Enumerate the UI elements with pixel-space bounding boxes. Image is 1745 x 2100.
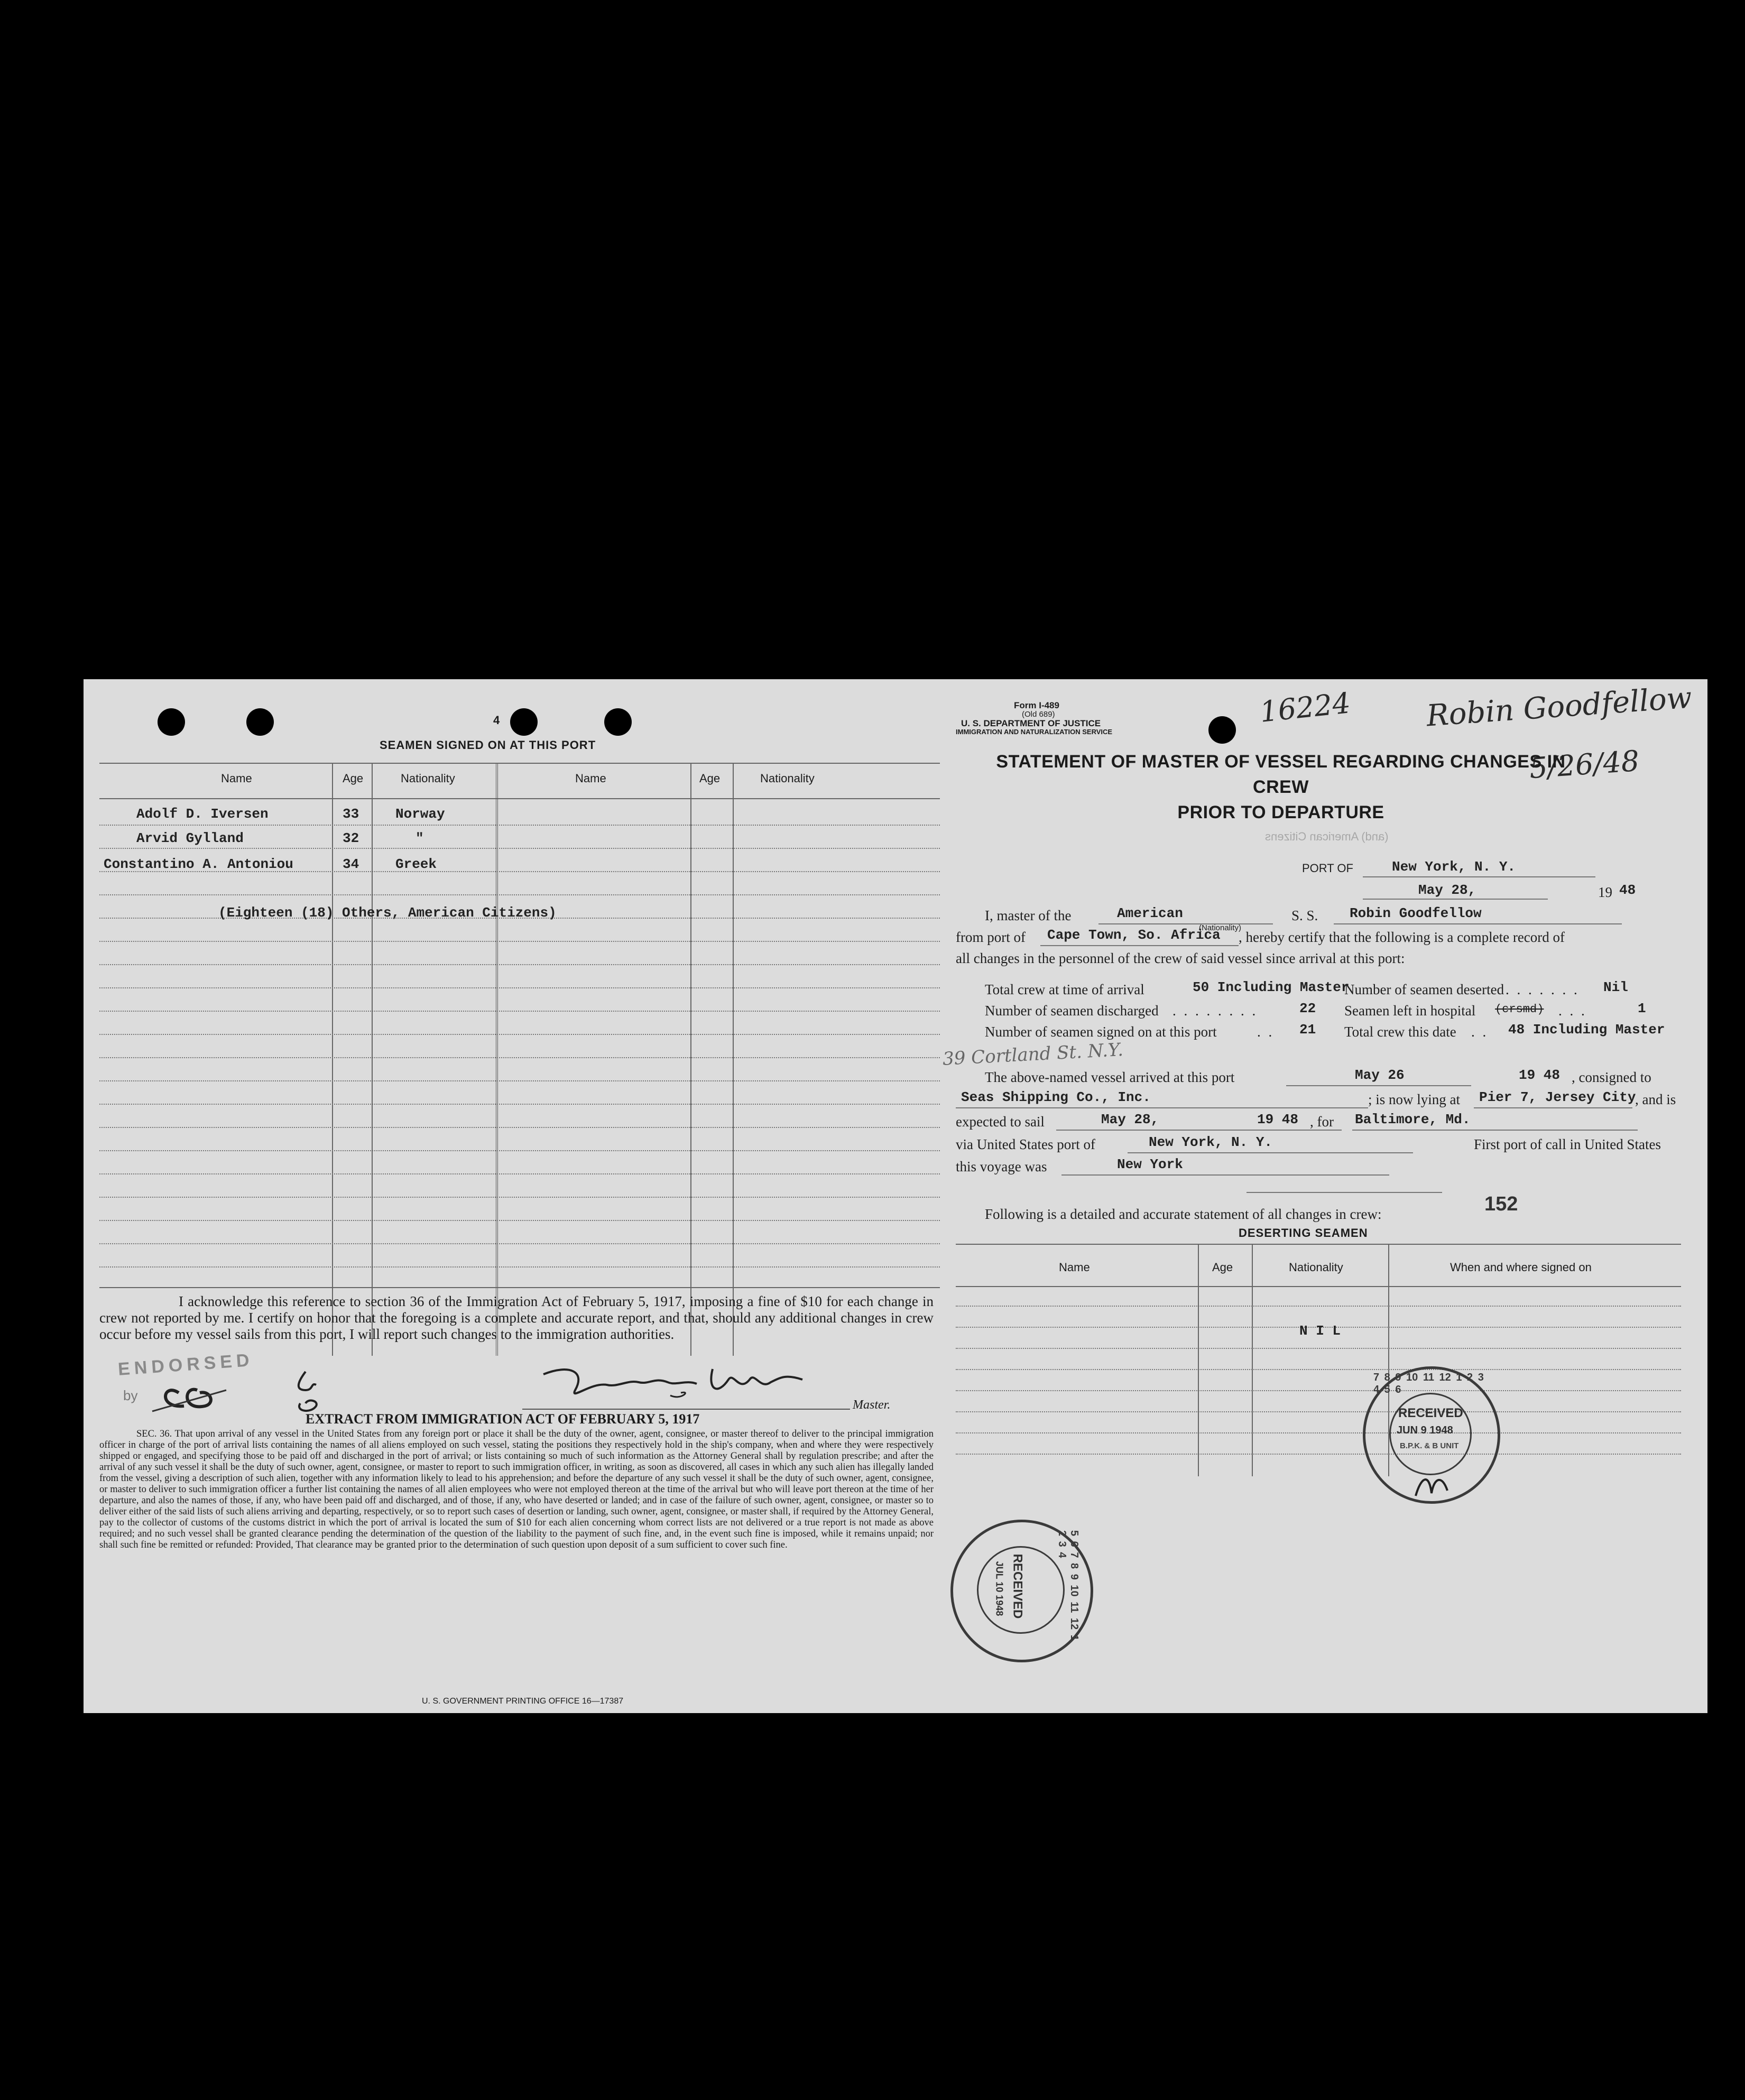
certify-text: , hereby certify that the following is a complete record of <box>1239 929 1565 945</box>
handwritten-number: 16224 <box>1258 686 1352 729</box>
form-number: Form I-489 <box>1014 700 1059 710</box>
expected-year: 19 48 <box>1257 1112 1299 1127</box>
year-value: 48 <box>1619 882 1636 898</box>
year-prefix: 19 <box>1598 884 1612 900</box>
crew-name: Adolf D. Iversen <box>136 806 269 822</box>
via-label: via United States port of <box>956 1136 1095 1152</box>
form-title-line1: STATEMENT OF MASTER OF VESSEL REGARDING CHANGES IN CREW <box>996 752 1566 797</box>
handwritten-date: 5/26/48 <box>1528 744 1641 785</box>
table-row-rule <box>99 1011 940 1012</box>
handwritten-ship-name: Robin Goodfellow <box>1425 680 1693 734</box>
voyage-value: New York <box>1117 1157 1183 1172</box>
table-row-rule <box>99 825 940 826</box>
table-row-rule <box>99 1173 940 1174</box>
hospital-struck-text: (crsmd) <box>1495 1003 1544 1016</box>
received-stamp-ring-numbers: 7 8 9 10 11 12 1 2 3 4 5 6 <box>1373 1372 1484 1395</box>
hospital-label: Seamen left in hospital <box>1344 1003 1476 1019</box>
deserting-row-rule <box>956 1432 1681 1433</box>
via-line <box>1128 1152 1413 1153</box>
punch-hole <box>246 708 274 736</box>
discharged-label: Number of seamen discharged <box>985 1003 1159 1019</box>
deserting-col-age: Age <box>1212 1261 1233 1274</box>
crew-nationality: Norway <box>395 806 445 822</box>
punch-hole <box>510 708 538 736</box>
page-number: 4 <box>493 714 500 727</box>
column-header-nationality: Nationality <box>401 772 455 785</box>
arrived-line <box>1286 1085 1471 1086</box>
deserting-row-rule <box>956 1411 1681 1412</box>
table-row-rule <box>99 1080 940 1081</box>
discharged-dots: . . . . . . . . <box>1172 1003 1258 1019</box>
arrived-label: The above-named vessel arrived at this port <box>985 1069 1235 1085</box>
deserting-row-rule <box>956 1369 1681 1370</box>
date-line <box>1363 899 1548 900</box>
deserting-table-header-rule <box>956 1286 1681 1287</box>
lying-label: ; is now lying at <box>1368 1091 1460 1107</box>
department-name: U. S. DEPARTMENT OF JUSTICE <box>961 718 1101 728</box>
table-row-rule <box>99 1104 940 1105</box>
handwritten-initial <box>1410 1467 1453 1504</box>
received-stamp-date: JUL 10 1948 <box>994 1561 1005 1616</box>
table-row-rule <box>99 1220 940 1221</box>
table-row-rule <box>99 1034 940 1035</box>
deserting-row-rule <box>956 1390 1681 1391</box>
arrived-year: 19 48 <box>1519 1067 1561 1083</box>
deserting-col-signed: When and where signed on <box>1450 1261 1592 1274</box>
section-title: SEAMEN SIGNED ON AT THIS PORT <box>380 738 596 752</box>
deserted-value: Nil <box>1603 979 1628 995</box>
deserting-row-rule <box>956 1454 1681 1455</box>
port-line <box>1363 876 1595 877</box>
table-row-rule <box>99 1243 940 1244</box>
nationality-caption: (Nationality) <box>1199 923 1242 932</box>
master-signature <box>538 1358 834 1411</box>
table-row-rule <box>99 1057 940 1058</box>
voyage-line <box>1061 1174 1389 1176</box>
extract-title: EXTRACT FROM IMMIGRATION ACT OF FEBRUARY 5, 1917 <box>306 1411 700 1427</box>
endorsed-by-label: by <box>123 1387 138 1403</box>
table-row-rule <box>99 1150 940 1151</box>
date-value: May 28, <box>1418 882 1476 898</box>
deserted-label: Number of seamen deserted <box>1344 982 1504 997</box>
table-row-rule <box>99 1127 940 1128</box>
table-row-rule <box>99 894 940 895</box>
table-row-rule <box>99 941 940 942</box>
document-sheet <box>84 679 1707 1713</box>
expected-label: expected to sail <box>956 1114 1045 1130</box>
ship-name: Robin Goodfellow <box>1350 905 1482 921</box>
received-stamp-date: JUN 9 1948 <box>1397 1424 1453 1436</box>
punch-hole <box>158 708 185 736</box>
short-rule <box>1247 1192 1442 1193</box>
endorsed-stamp: ENDORSED <box>117 1350 254 1380</box>
extract-text: SEC. 36. That upon arrival of any vessel in the United States from any foreign port or place it shall be the duty of the owner, agent, consignee, or master thereof to deliver to the principal immigration officer in charge of the port of arrival lists containing the names of all aliens employed on such vessel, stating the positions they respectively hold in the ship's company, when and where they were respectively shipped or engaged, and specifying those to be paid off and discharged in the port of arrival; or lists containing so much of such information as the Attorney General shall by regulation prescribe; and after the arrival of any such vessel it shall be the duty of such owner, agent, consignee, or master to report to such immigration officer, in writing, as soon as discovered, all cases in which any such alien has illegally landed from the vessel, giving a description of such alien, together with any information likely to lead to his apprehension; and before the departure of any such vessel it shall be the duty of such owner, agent, consignee, or master to deliver to such immigration officer a further list containing the names of all alien employees who were not employed thereon at the time of the arrival but who will leave port thereon at the time of her departure, and also the names of those, if any, who have been paid off and discharged, and of those, if any, who have deserted or landed; and in case of the failure of such owner, agent, consignee, or master so to deliver either of the said lists of such aliens arriving and departing, respectively, or so to report such cases of desertion or landing, such owner, agent, consignee, or master shall, if required by the Attorney General, pay to the collector of customs of the customs district in which the port of arrival is located the sum of $10 for each alien concerning whom correct lists are not delivered or a true report is not made as above required; and no such vessel shall be granted clearance pending the determination of the question of the liability to the payment of such fine, and, in the event such fine is imposed, while it remains unpaid; nor shall such fine be remitted or refunded: Provided, That clearance may be granted prior to the determination of such question upon deposit of a sum sufficient to cover such fine. <box>99 1429 934 1550</box>
table-header-rule <box>99 798 940 799</box>
port-value: New York, N. Y. <box>1392 859 1516 875</box>
printer-line: U. S. GOVERNMENT PRINTING OFFICE 16—17387 <box>422 1697 624 1706</box>
deserting-col-name: Name <box>1059 1261 1090 1274</box>
changes-text: all changes in the personnel of the crew of said vessel since arrival at this port: <box>956 950 1405 966</box>
received-stamp-ring-numbers: 5 6 7 8 9 10 11 12 1 2 3 4 <box>1056 1530 1080 1641</box>
hospital-dots: . . . <box>1558 1003 1587 1019</box>
for-label: , for <box>1310 1114 1334 1130</box>
total-crew-arrival-label: Total crew at time of arrival <box>985 982 1144 997</box>
and-is-label: , and is <box>1635 1091 1676 1107</box>
hospital-value: 1 <box>1638 1001 1646 1016</box>
lying-line <box>1474 1107 1632 1108</box>
table-row-rule <box>99 987 940 988</box>
received-stamp-text: RECEIVED <box>1010 1553 1025 1619</box>
deserting-col-nationality: Nationality <box>1289 1261 1343 1274</box>
consignee-line <box>956 1107 1368 1108</box>
nationality-line <box>1098 923 1273 924</box>
crew-age: 34 <box>343 856 359 872</box>
consignee-value: Seas Shipping Co., Inc. <box>961 1089 1151 1105</box>
form-title <box>995 749 1566 825</box>
table-row-rule <box>99 964 940 965</box>
acknowledgment-text: I acknowledge this reference to section 36 of the Immigration Act of February 5, 1917, imposing a fine of $10 for each change in crew not reported by me. I certify on honor that the foregoing is a complete and accurate report, and that, should any additional changes in crew occur before my vessel sails from this port, I will report such changes to the immigration authorities. <box>99 1293 934 1342</box>
table-top-rule <box>99 763 940 764</box>
nationality-value: American <box>1117 905 1183 921</box>
punch-hole <box>604 708 632 736</box>
crew-nationality: Greek <box>395 856 437 872</box>
deserting-table-top <box>956 1244 1681 1245</box>
consigned-label: , consigned to <box>1572 1069 1651 1085</box>
deserted-dots: . . . . . . . <box>1506 982 1580 997</box>
signed-on-label: Number of seamen signed on at this port <box>985 1024 1217 1040</box>
deserting-col-rule <box>1252 1244 1253 1476</box>
via-value: New York, N. Y. <box>1149 1134 1273 1150</box>
expected-line <box>1056 1130 1342 1131</box>
port-label: PORT OF <box>1302 862 1353 875</box>
service-name: IMMIGRATION AND NATURALIZATION SERVICE <box>956 728 1113 736</box>
from-port-value: Cape Town, So. Africa <box>1047 927 1221 943</box>
destination-value: Baltimore, Md. <box>1355 1112 1471 1127</box>
lying-value: Pier 7, Jersey City <box>1479 1089 1636 1105</box>
inspector-initials <box>147 1361 422 1419</box>
destination-line <box>1352 1130 1638 1131</box>
others-note: (Eighteen (18) Others, American Citizens) <box>218 905 557 921</box>
column-header-nationality-2: Nationality <box>760 772 815 785</box>
handwritten-address: 39 Cortland St. N.Y. <box>942 1039 1124 1070</box>
form-title-line2: PRIOR TO DEPARTURE <box>1177 802 1384 822</box>
ss-label: S. S. <box>1291 908 1318 923</box>
punch-hole <box>1208 716 1236 744</box>
voyage-label: this voyage was <box>956 1159 1047 1174</box>
faded-mirror-text: (and) American Citizens <box>1265 830 1389 843</box>
deserting-col-rule <box>1198 1244 1199 1476</box>
from-port-label: from port of <box>956 929 1026 945</box>
master-of-label: I, master of the <box>985 908 1072 923</box>
table-bottom-rule <box>99 1287 940 1288</box>
column-header-age-2: Age <box>699 772 721 785</box>
crew-age: 33 <box>343 806 359 822</box>
table-row-rule <box>99 1197 940 1198</box>
master-signature-line <box>522 1409 850 1410</box>
crew-name: Constantino A. Antoniou <box>104 856 293 872</box>
column-header-name: Name <box>221 772 252 785</box>
table-row-rule <box>99 848 940 849</box>
table-row-rule <box>99 1266 940 1268</box>
master-label: Master. <box>853 1398 891 1412</box>
deserting-row-rule <box>956 1306 1681 1307</box>
ship-name-line <box>1334 923 1622 924</box>
received-stamp-text: RECEIVED <box>1398 1406 1463 1420</box>
deserting-entry: N I L <box>1299 1323 1341 1339</box>
expected-value: May 28, <box>1101 1112 1159 1127</box>
following-text: Following is a detailed and accurate statement of all changes in crew: <box>985 1206 1382 1222</box>
first-port-label: First port of call in United States <box>1474 1136 1661 1152</box>
discharged-value: 22 <box>1299 1001 1316 1016</box>
deserting-row-rule <box>956 1348 1681 1349</box>
crew-nationality: " <box>416 830 424 846</box>
form-old-number: (Old 689) <box>1022 710 1055 719</box>
deserting-title: DESERTING SEAMEN <box>1239 1226 1368 1239</box>
column-header-age: Age <box>343 772 364 785</box>
stamped-number: 152 <box>1484 1193 1518 1215</box>
crew-name: Arvid Gylland <box>136 830 244 846</box>
arrived-value: May 26 <box>1355 1067 1405 1083</box>
signed-on-value: 21 <box>1299 1022 1316 1038</box>
total-today-dots: . . <box>1471 1024 1489 1040</box>
from-port-line <box>1040 945 1239 946</box>
received-stamp-unit: B.P.K. & B UNIT <box>1400 1441 1459 1450</box>
total-crew-arrival-value: 50 Including Master <box>1193 979 1350 995</box>
signed-on-dots: . . <box>1257 1024 1275 1040</box>
total-today-value: 48 Including Master <box>1508 1022 1665 1038</box>
crew-age: 32 <box>343 830 359 846</box>
total-today-label: Total crew this date <box>1344 1024 1456 1040</box>
column-header-name-2: Name <box>575 772 606 785</box>
